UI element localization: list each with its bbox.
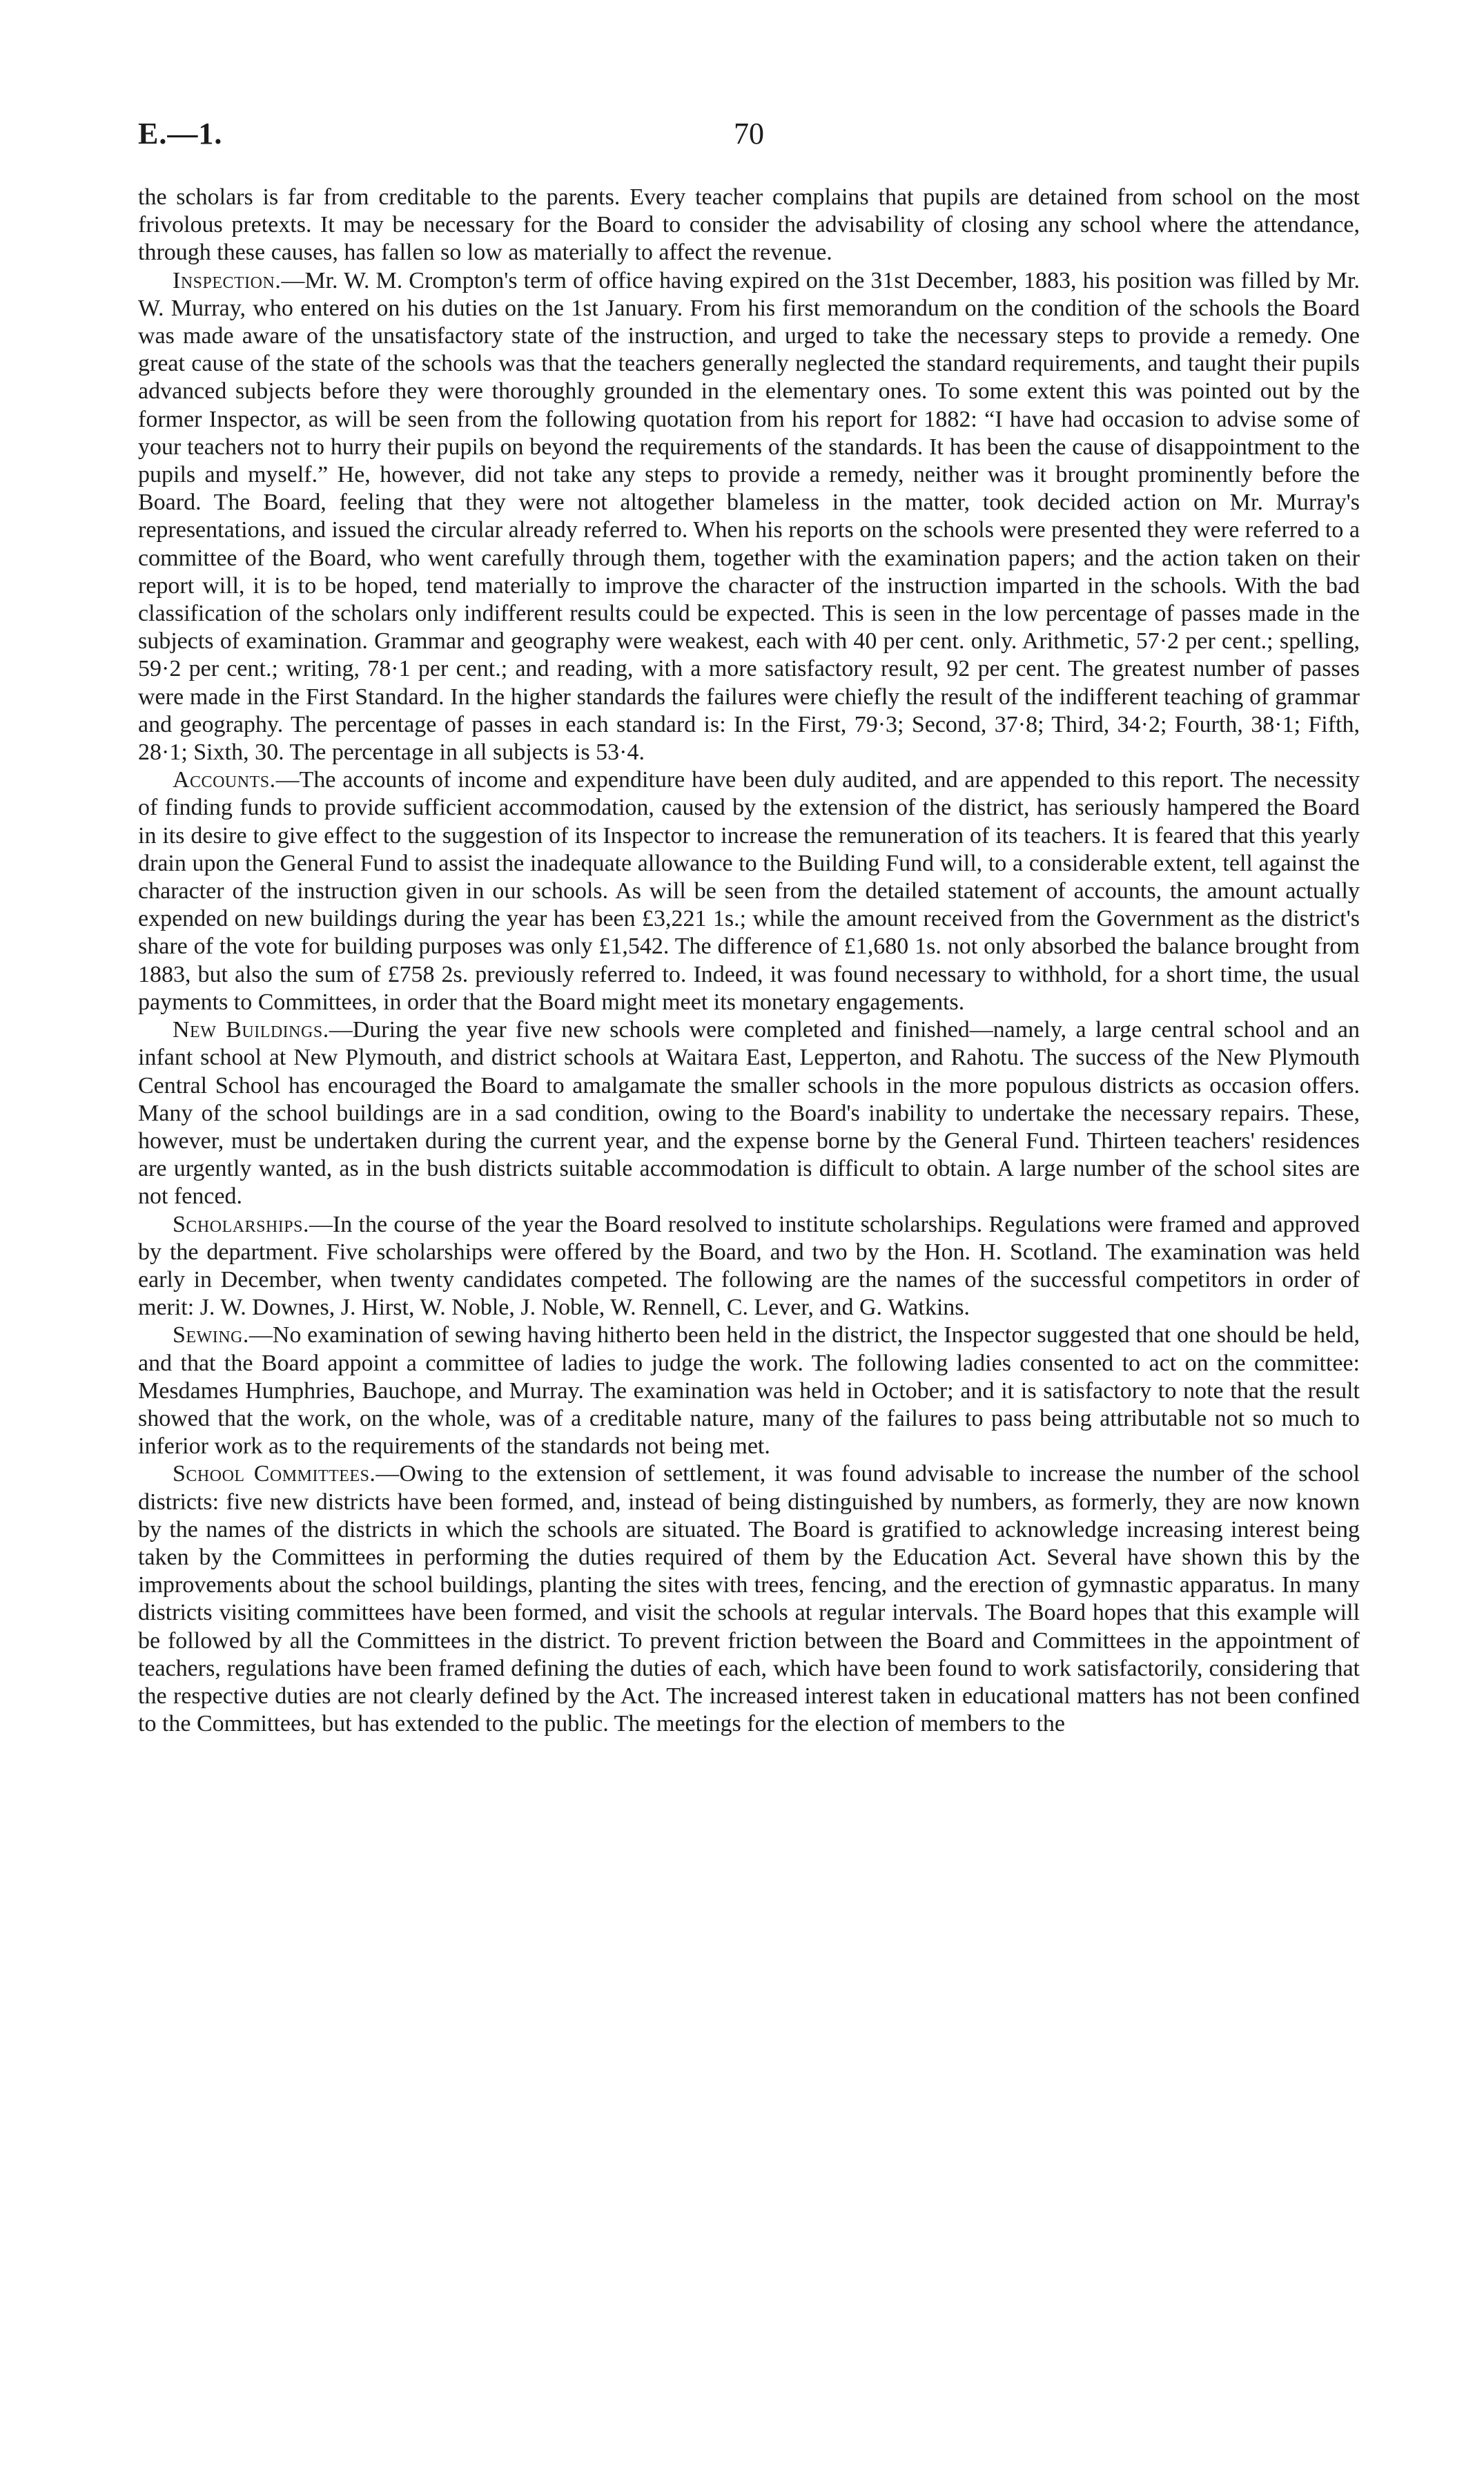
section-heading-inspection: Inspection.: [173, 267, 282, 293]
paragraph-text: —The accounts of income and expenditure have been duly audited, and are appended to this report. The necessity of finding funds to provide sufficient accommodation, caused by the extension of the district, has seriously hampered the Board in its desire to give effect to the suggestion of its Inspector to increase the remuneration of its teachers. It is feared that this yearly drain upon the General Fund to assist the inadequate allowance to the Building Fund will, to a considerable extent, tell against the character of the instruction given in our schools. As will be seen from the detailed statement of accounts, the amount actually expended on new buildings during the year has been £3,221 1s.; while the amount received from the Government as the district's share of the vote for building purposes was only £1,542. The difference of £1,680 1s. not only absorbed the balance brought from 1883, but also the sum of £758 2s. previously referred to. Indeed, it was found necessary to withhold, for a short time, the usual payments to Committees, in order that the Board might meet its monetary engagements.: [138, 767, 1360, 1015]
paragraph-accounts: [138, 766, 1360, 1016]
paragraph-school-committees: [138, 1460, 1360, 1738]
document-reference: E.—1.: [138, 117, 223, 151]
paragraph-text: —During the year five new schools were completed and finished—namely, a large central school and an infant school at New Plymouth, and district schools at Waitara East, Lepperton, and Rahotu. The success of the New Plymouth Central School has encouraged the Board to amalgamate the smaller schools in the more populous districts as occasion offers. Many of the school buildings are in a sad condition, owing to the Board's inability to undertake the necessary repairs. These, however, must be undertaken during the current year, and the expense borne by the General Fund. Thirteen teachers' residences are urgently wanted, as in the bush districts suitable accommodation is difficult to obtain. A large number of the school sites are not fenced.: [138, 1017, 1360, 1210]
paragraph-text: —No examination of sewing having hitherto been held in the district, the Inspector suggested that one should be held, and that the Board appoint a committee of ladies to judge the work. The following ladies consented to act on the committee: Mesdames Humphries, Bauchope, and Murray. The examination was held in October; and it is satisfactory to note that the result showed that the work, on the whole, was of a creditable nature, many of the failures to pass being attributable not so much to inferior work as to the requirements of the standards not being met.: [138, 1322, 1360, 1460]
page-number: 70: [734, 117, 764, 151]
section-heading-accounts: Accounts.: [173, 767, 276, 793]
paragraph-text: —Mr. W. M. Crompton's term of office having expired on the 31st December, 1883, his position was filled by Mr. W. Murray, who entered on his duties on the 1st January. From his first memorandum on the condition of the schools the Board was made aware of the unsatisfactory state of the instruction, and urged to take the necessary steps to provide a remedy. One great cause of the state of the schools was that the teachers generally neglected the standard requirements, and taught their pupils advanced subjects before they were thoroughly grounded in the elementary ones. To some extent this was pointed out by the former Inspector, as will be seen from the following quotation from his report for 1882: “I have had occasion to advise some of your teachers not to hurry their pupils on beyond the requirements of the standards. It has been the cause of disappointment to the pupils and myself.” He, however, did not take any steps to provide a remedy, neither was it brought prominently before the Board. The Board, feeling that they were not altogether blameless in the matter, took decided action on Mr. Murray's representations, and issued the circular already referred to. When his reports on the schools were presented they were referred to a committee of the Board, who went carefully through them, together with the examination papers; and the action taken on their report will, it is to be hoped, tend materially to improve the character of the instruction imparted in the schools. With the bad classification of the scholars only indifferent results could be expected. This is seen in the low percentage of passes made in the subjects of examination. Grammar and geography were weakest, each with 40 per cent. only. Arithmetic, 57·2 per cent.; spelling, 59·2 per cent.; writing, 78·1 per cent.; and reading, with a more satisfactory result, 92 per cent. The greatest number of passes were made in the First Standard. In the higher standards the failures were chiefly the result of the indifferent teaching of grammar and geography. The percentage of passes in each standard is: In the First, 79·3; Second, 37·8; Third, 34·2; Fourth, 38·1; Fifth, 28·1; Sixth, 30. The percentage in all subjects is 53·4.: [138, 267, 1360, 766]
section-heading-new-buildings: New Buildings.: [173, 1017, 329, 1043]
page-header: [138, 116, 1360, 157]
paragraph-text: —Owing to the extension of settlement, it was found advisable to increase the number of the school districts: five new districts have been formed, and, instead of being distinguished by numbers, as formerly, they are now known by the names of the districts in which the schools are situated. The Board is gratified to acknowledge increasing interest being taken by the Committees in performing the duties required of them by the Education Act. Several have shown this by the improvements about the school buildings, planting the sites with trees, fencing, and the erection of gymnastic apparatus. In many districts visiting committees have been formed, and visit the schools at regular intervals. The Board hopes that this example will be followed by all the Committees in the district. To prevent friction between the Board and Committees in the appointment of teachers, regulations have been framed defining the duties of each, which have been found to work satisfactorily, considering that the respective duties are not clearly defined by the Act. The increased interest taken in educational matters has not been confined to the Committees, but has extended to the public. The meetings for the election of members to the: [138, 1461, 1360, 1737]
paragraph-text: —In the course of the year the Board resolved to institute scholarships. Regulations were framed and approved by the department. Five scholarships were offered by the Board, and two by the Hon. H. Scotland. The examination was held early in December, when twenty candidates competed. The following are the names of the successful competitors in order of merit: J. W. Downes, J. Hirst, W. Noble, J. Noble, W. Rennell, C. Lever, and G. Watkins.: [138, 1211, 1360, 1321]
paragraph-attendance: [138, 184, 1360, 267]
report-body: [138, 184, 1360, 1738]
section-heading-sewing: Sewing.: [173, 1322, 249, 1348]
section-heading-scholarships: Scholarships.: [173, 1211, 309, 1237]
paragraph-new-buildings: [138, 1016, 1360, 1210]
paragraph-scholarships: [138, 1211, 1360, 1322]
paragraph-text: the scholars is far from creditable to the parents. Every teacher complains that pupils are detained from school on the most frivolous pretexts. It may be necessary for the Board to consider the advisability of closing any school where the attendance, through these causes, has fallen so low as materially to affect the revenue.: [138, 184, 1360, 266]
section-heading-school-committees: School Committees.: [173, 1461, 376, 1487]
paragraph-inspection: [138, 267, 1360, 767]
paragraph-sewing: [138, 1322, 1360, 1460]
